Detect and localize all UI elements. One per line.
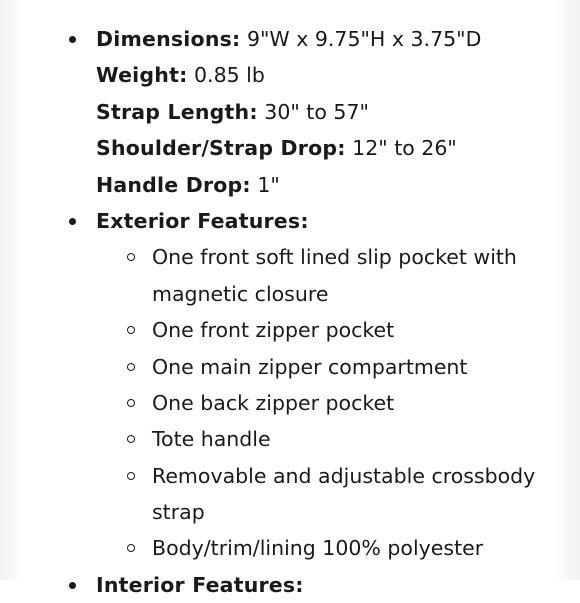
bullet-circle-icon: [127, 435, 135, 443]
spec-list: [0, 21, 560, 603]
spec-label: Weight:: [96, 63, 188, 88]
section-heading: Exterior Features:: [96, 208, 309, 233]
spec-label: Strap Length:: [96, 99, 258, 124]
bullet-disc-icon: [69, 218, 76, 225]
bullet-circle-icon: [127, 363, 135, 371]
feature-item-continuation: [0, 276, 560, 312]
spec-value: 0.85 lb: [194, 63, 265, 88]
spec-strap-length: [0, 94, 560, 130]
feature-item: [0, 385, 560, 421]
bullet-disc-icon: [69, 582, 76, 589]
feature-item: [0, 239, 560, 275]
spec-exterior-features: [0, 203, 560, 239]
feature-item: [0, 349, 560, 385]
feature-text: One front zipper pocket: [152, 318, 395, 343]
spec-interior-features: [0, 567, 560, 603]
spec-label: Dimensions:: [96, 27, 241, 51]
bullet-circle-icon: [127, 326, 135, 334]
spec-value: 1": [257, 172, 280, 197]
bullet-circle-icon: [127, 399, 135, 407]
feature-text: One main zipper compartment: [152, 354, 468, 379]
spec-label: Handle Drop:: [96, 172, 251, 197]
spec-value: 9"W x 9.75"H x 3.75"D: [246, 27, 482, 51]
spec-label: Shoulder/Strap Drop:: [96, 136, 346, 161]
feature-text: One front soft lined slip pocket with: [152, 245, 517, 270]
feature-item: [0, 421, 560, 457]
feature-text: Tote handle: [152, 427, 271, 452]
feature-item: [0, 458, 560, 494]
feature-text: Removable and adjustable crossbody: [152, 463, 536, 488]
bullet-circle-icon: [127, 544, 135, 552]
feature-item: [0, 312, 560, 348]
feature-text: strap: [152, 500, 205, 525]
spec-handle-drop: [0, 167, 560, 203]
feature-text: Body/trim/lining 100% polyester: [152, 536, 484, 561]
feature-text: magnetic closure: [152, 281, 329, 306]
spec-weight: [0, 57, 560, 93]
spec-value: 12" to 26": [352, 136, 457, 161]
bullet-circle-icon: [127, 472, 135, 480]
bullet-disc-icon: [69, 36, 76, 43]
section-heading: Interior Features:: [96, 572, 304, 597]
spec-value: 30" to 57": [264, 99, 369, 124]
feature-item: [0, 530, 560, 566]
spec-dimensions: [0, 21, 560, 57]
spec-strap-drop: [0, 130, 560, 166]
feature-item-continuation: [0, 494, 560, 530]
bullet-circle-icon: [127, 253, 135, 261]
feature-text: One back zipper pocket: [152, 390, 395, 415]
